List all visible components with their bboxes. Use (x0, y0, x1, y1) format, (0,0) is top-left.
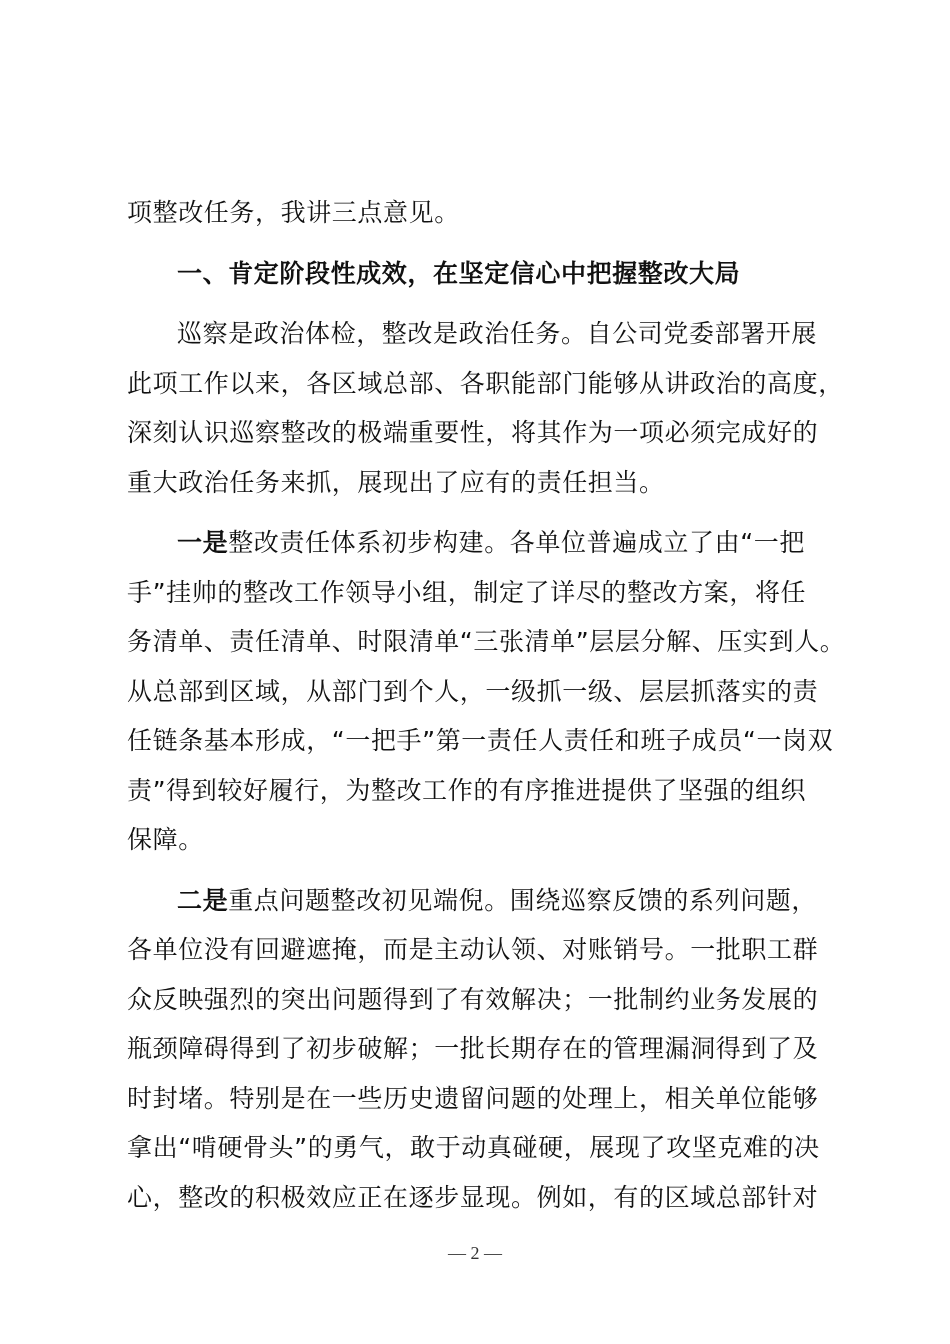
page-number: — 2 — (448, 1243, 502, 1263)
paragraph-line: 心，整改的积极效应正在逐步显现。例如，有的区域总部针对 (127, 1182, 819, 1212)
paragraph-intro (127, 309, 844, 507)
paragraph-line: 巡察是政治体检，整改是政治任务。自公司党委部署开展 (177, 319, 818, 348)
point-lead: 二是 (177, 885, 229, 915)
point-text: 整改责任体系初步构建。各单位普遍成立了由“一把 (228, 528, 805, 557)
paragraph-line: 众反映强烈的突出问题得到了有效解决；一批制约业务发展的 (127, 984, 819, 1014)
paragraph-line: 深刻认识巡察整改的极端重要性，将其作为一项必须完成好的 (127, 418, 819, 447)
point-lead: 一是 (177, 528, 229, 557)
point-text: 重点问题整改初见端倪。围绕巡察反馈的系列问题， (228, 885, 818, 915)
paragraph-line (127, 876, 832, 926)
paragraph-line: 拿出“啃硬骨头”的勇气，敢于动真碰硬，展现了攻坚克难的决 (127, 1133, 820, 1162)
document-body (127, 188, 846, 1222)
paragraph-line: 各单位没有回避遮掩，而是主动认领、对账销号。一批职工群 (127, 935, 819, 964)
paragraph-line: 瓶颈障碍得到了初步破解；一批长期存在的管理漏洞得到了及 (127, 1034, 819, 1063)
paragraph-line: 手”挂帅的整改工作领导小组，制定了详尽的整改方案，将任 (127, 577, 807, 607)
paragraph-line: 从总部到区域，从部门到个人，一级抓一级、层层抓落实的责 (127, 676, 819, 706)
paragraph-point-two (127, 876, 832, 1223)
paragraph-line: 保障。 (127, 825, 204, 854)
section-heading: 一、肯定阶段性成效，在坚定信心中把握整改大局 (177, 258, 741, 288)
paragraph-line: 时封堵。特别是在一些历史遗留问题的处理上，相关单位能够 (127, 1083, 819, 1113)
paragraph-line: 重大政治任务来抓，展现出了应有的责任担当。 (127, 467, 665, 497)
paragraph-line: 务清单、责任清单、时限清单“三张清单”层层分解、压实到人。 (127, 627, 846, 656)
paragraph-point-one (127, 518, 846, 865)
paragraph-line: 项整改任务，我讲三点意见。 (127, 198, 460, 227)
paragraph-line: 此项工作以来，各区域总部、各职能部门能够从讲政治的高度， (127, 368, 844, 398)
paragraph-line: 任链条基本形成，“一把手”第一责任人责任和班子成员“一岗双 (127, 726, 834, 755)
paragraph-line: 责”得到较好履行，为整改工作的有序推进提供了坚强的组织 (127, 775, 807, 805)
paragraph-line (127, 518, 832, 568)
